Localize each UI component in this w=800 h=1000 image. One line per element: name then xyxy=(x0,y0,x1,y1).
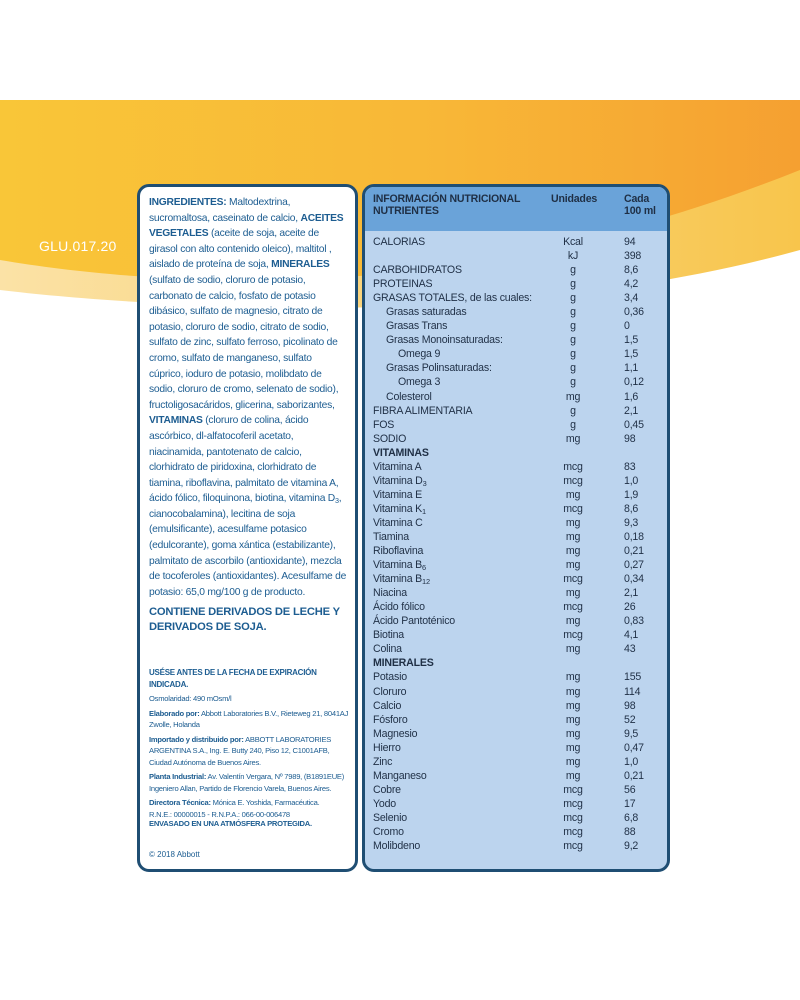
ingredients-segment: 3 xyxy=(334,496,339,506)
nutrient-name xyxy=(398,375,440,389)
nutrient-name xyxy=(373,558,426,572)
importer-text: ABBOTT LABORATORIES ARGENTINA S.A., Ing. E. Butty 240, Piso 12, C1001AFB, Ciudad Autónoma de Buenos Aires. xyxy=(149,734,332,767)
technical-director xyxy=(149,797,349,809)
nutrition-row xyxy=(365,769,667,783)
nutrient-name-text: FOS xyxy=(373,418,395,431)
nutrient-unit: mg xyxy=(565,685,581,698)
nutrient-name-text: Grasas Polinsaturadas: xyxy=(386,362,492,375)
nutrition-facts-panel xyxy=(362,184,670,872)
nutrient-unit: kJ xyxy=(567,250,579,263)
per-label: Cada xyxy=(624,193,650,205)
nutrient-unit: mg xyxy=(565,432,581,445)
nutrient-name xyxy=(386,319,447,333)
nutrient-name-text: Omega 9 xyxy=(398,348,441,361)
nutrient-name xyxy=(373,404,472,418)
nutrient-unit: mcg xyxy=(563,474,583,487)
nutrient-name-text: VITAMINAS xyxy=(373,446,429,459)
nutrient-value: 17 xyxy=(624,797,636,810)
expiry-notice: USÉSE ANTES DE LA FECHA DE EXPIRACIÓN INDICADA. xyxy=(149,668,317,689)
nutrient-value: 0,83 xyxy=(624,615,644,628)
nutrient-unit: mg xyxy=(565,615,581,628)
nutrient-value: 398 xyxy=(624,250,642,263)
nutrient-unit: mcg xyxy=(563,811,583,824)
director-text: Mónica E. Yoshida, Farmacéutica. xyxy=(210,798,320,807)
nutrient-name xyxy=(373,783,401,797)
nutrient-value: 0,47 xyxy=(624,741,644,754)
nutrient-value: 94 xyxy=(624,236,636,248)
ingredients-text xyxy=(149,195,347,600)
nutrient-value: 88 xyxy=(624,825,636,838)
nutrient-name-text: Grasas Monoinsaturadas: xyxy=(386,334,503,347)
nutrient-name-text: Vitamina D xyxy=(373,474,423,487)
nutrient-value: 6,8 xyxy=(624,811,639,824)
nutrition-row xyxy=(365,783,667,797)
nutrition-row xyxy=(365,530,667,544)
nutrient-unit: mcg xyxy=(563,797,583,810)
nutrition-row xyxy=(365,474,667,488)
nutrition-section-header xyxy=(365,656,667,670)
nutrient-value: 1,0 xyxy=(624,755,639,768)
nutrition-row xyxy=(365,277,667,291)
nutrient-name xyxy=(373,277,432,291)
nutrition-row xyxy=(365,333,667,347)
nutrition-row xyxy=(365,319,667,333)
ingredients-segment: ACEITES VEGETALES xyxy=(149,212,344,240)
nutrient-value: 1,1 xyxy=(624,362,639,375)
nutrition-row xyxy=(365,235,667,249)
nutrient-name xyxy=(398,347,440,361)
nutrition-row xyxy=(365,586,667,600)
nutrition-row xyxy=(365,727,667,741)
ingredients-list xyxy=(149,197,346,598)
nutrient-unit: mcg xyxy=(563,825,583,838)
nutrient-unit: g xyxy=(570,306,576,319)
nutrition-row xyxy=(365,685,667,699)
nutrient-unit: g xyxy=(570,320,576,333)
nutrient-name-text: Vitamina B xyxy=(373,573,423,586)
nutrition-row xyxy=(365,713,667,727)
nutrition-row xyxy=(365,432,667,446)
nutrient-subscript: 6 xyxy=(422,563,426,573)
nutrient-value: 9,2 xyxy=(624,840,639,853)
nutrient-value: 98 xyxy=(624,699,636,712)
nutrient-unit: mcg xyxy=(563,502,583,515)
nutrition-row xyxy=(365,670,667,684)
nutrition-row xyxy=(365,263,667,277)
nutrient-name-text: Selenio xyxy=(373,811,407,824)
nutrient-unit: mg xyxy=(565,390,581,403)
nutrient-name-text: Vitamina A xyxy=(373,460,422,473)
nutrient-name-text: Hierro xyxy=(373,741,401,754)
director-label: Directora Técnica: xyxy=(149,798,211,807)
nutrition-table-header xyxy=(365,187,667,231)
nutrition-row xyxy=(365,811,667,825)
nutrient-name-text: FIBRA ALIMENTARIA xyxy=(373,404,473,417)
nutrient-name xyxy=(373,600,425,614)
nutrition-row xyxy=(365,544,667,558)
nutrient-value: 8,6 xyxy=(624,264,639,277)
nutrient-value: 0,18 xyxy=(624,530,644,543)
nutrient-value: 9,5 xyxy=(624,727,639,740)
nutrient-value: 0,34 xyxy=(624,573,644,586)
nutrition-row xyxy=(365,460,667,474)
nutrient-unit: g xyxy=(570,348,576,361)
nutrient-name-text: Vitamina E xyxy=(373,488,423,501)
nutrient-name xyxy=(386,305,466,319)
nutrition-section-header xyxy=(365,446,667,460)
allergen-warning: CONTIENE DERIVADOS DE LECHE Y DERIVADOS DE SOJA. xyxy=(149,606,340,634)
nutrient-name xyxy=(373,769,427,783)
nutrient-value: 8,6 xyxy=(624,502,639,515)
nutrient-value: 1,5 xyxy=(624,334,639,347)
nutrient-name xyxy=(373,797,396,811)
nutrient-name-text: Vitamina B xyxy=(373,559,423,572)
nutrient-value: 0 xyxy=(624,320,630,333)
nutrition-row xyxy=(365,516,667,530)
nutrient-value: 1,0 xyxy=(624,474,639,487)
nutrient-name xyxy=(373,755,392,769)
nutrient-unit: mg xyxy=(565,545,581,558)
ingredients-segment: , cianocobalamina), lecitina de soja (emulsificante), acesulfame potasico (edulcorante), goma xántica (estabilizante), palmitato de ascorbilo (antioxidante), mezcla de tocoferoles (antioxidantes). Acesulfame de potasio: 65,0 mg/100 g de producto. xyxy=(149,493,347,598)
nutrient-unit: g xyxy=(570,376,576,389)
nutrient-name xyxy=(373,614,455,628)
nutrient-unit: mg xyxy=(565,755,581,768)
nutrient-name-text: Zinc xyxy=(373,755,393,768)
manufacturer xyxy=(149,708,349,731)
units-column-header: Unidades xyxy=(551,193,598,205)
nutrient-value: 0,21 xyxy=(624,545,644,558)
nutrient-value: 0,45 xyxy=(624,418,644,431)
nutrient-unit: mcg xyxy=(563,629,583,642)
ingredients-segment: VITAMINAS xyxy=(149,415,203,427)
nutrient-name xyxy=(373,839,420,853)
nutrition-title: INFORMACIÓN NUTRICIONAL xyxy=(373,193,521,205)
nutrient-name xyxy=(373,642,402,656)
product-code: GLU.017.20 xyxy=(39,238,117,254)
nutrient-value: 155 xyxy=(624,671,642,684)
nutrition-row xyxy=(365,558,667,572)
legal-info xyxy=(149,667,349,833)
plant xyxy=(149,771,349,794)
importer xyxy=(149,734,349,769)
plant-label: Planta Industrial: xyxy=(149,772,207,781)
nutrition-row xyxy=(365,390,667,404)
nutrient-value: 1,5 xyxy=(624,348,639,361)
nutrient-value: 98 xyxy=(624,432,636,445)
nutrient-name xyxy=(373,572,430,586)
nutrient-name xyxy=(373,670,407,684)
nutrient-unit: g xyxy=(570,418,576,431)
ingredients-segment: MINERALES xyxy=(271,259,330,271)
nutrient-name-text: Colesterol xyxy=(386,390,432,403)
nutrient-value: 1,6 xyxy=(624,390,639,403)
nutrient-unit: g xyxy=(570,362,576,375)
nutrient-unit: mg xyxy=(565,643,581,656)
nutrient-name xyxy=(386,361,492,375)
nutrient-unit: mg xyxy=(565,727,581,740)
nutrient-name-text: MINERALES xyxy=(373,657,434,670)
nutrient-name xyxy=(373,263,462,277)
nutrient-value: 26 xyxy=(624,601,636,614)
ingredients-segment: (aceite de soja, aceite de girasol con alto contenido oleico), maltitol , aislado de proteína de soja, xyxy=(149,228,332,271)
nutrient-name xyxy=(373,474,427,488)
nutrient-name-text: CARBOHIDRATOS xyxy=(373,264,462,277)
nutrient-name xyxy=(373,825,404,839)
nutrition-table-body xyxy=(365,231,667,853)
nutrient-name-text: Colina xyxy=(373,643,402,656)
copyright: © 2018 Abbott xyxy=(149,850,200,860)
nutrient-name xyxy=(373,741,401,755)
nutrient-name-text: Ácido Pantoténico xyxy=(373,615,455,628)
nutrient-unit: Kcal xyxy=(563,236,583,248)
nutrient-name xyxy=(373,713,408,727)
nutrient-value: 3,4 xyxy=(624,292,639,305)
nutrition-row xyxy=(365,755,667,769)
nutrient-unit: g xyxy=(570,404,576,417)
nutrient-unit: mcg xyxy=(563,601,583,614)
nutrient-unit: mg xyxy=(565,769,581,782)
nutrient-name-text: GRASAS TOTALES, de las cuales: xyxy=(373,292,532,305)
nutrition-row xyxy=(365,572,667,586)
nutrient-value: 83 xyxy=(624,460,636,473)
nutrition-row xyxy=(365,404,667,418)
nutrient-value: 4,1 xyxy=(624,629,639,642)
nutrient-name-text: Yodo xyxy=(373,797,396,810)
nutrient-name-text: Grasas Trans xyxy=(386,320,448,333)
nutrient-value: 2,1 xyxy=(624,587,639,600)
nutrient-name xyxy=(373,699,401,713)
nutrition-row xyxy=(365,418,667,432)
nutrient-value: 0,12 xyxy=(624,376,644,389)
nutrition-row xyxy=(365,825,667,839)
nutrient-name-text: Omega 3 xyxy=(398,376,441,389)
nutrient-unit: mg xyxy=(565,671,581,684)
nutrient-unit: g xyxy=(570,334,576,347)
nutrient-value: 2,1 xyxy=(624,404,639,417)
nutrients-label: NUTRIENTES xyxy=(373,204,439,217)
per-100ml-column-header xyxy=(624,194,656,217)
nutrient-unit: mg xyxy=(565,559,581,572)
nutrient-name-text: Fósforo xyxy=(373,713,408,726)
nutrient-value: 114 xyxy=(624,685,641,698)
nutrient-value: 9,3 xyxy=(624,516,639,529)
nutrition-row xyxy=(365,502,667,516)
nutrient-name xyxy=(373,586,407,600)
nutrition-row xyxy=(365,741,667,755)
nutrient-name-text: Riboflavina xyxy=(373,545,424,558)
nutrient-name-text: Magnesio xyxy=(373,727,418,740)
nutrient-name xyxy=(373,418,394,432)
ingredients-segment: (sulfato de sodio, cloruro de potasio, carbonato de calcio, fosfato de potasio dibásico, sulfato de magnesio, citrato de potasio, cloruro de sodio, citrato de sodio, sulfato de zinc, sulfato ferroso, picolinato de cromo, sulfato de manganeso, sulfato cúprico, ioduro de potasio, molibdato de sodio, cloruro de cromo, selenato de sodio), fructoligosacáridos, glicerina, saborizantes, xyxy=(149,274,339,411)
plant-text: Av. Valentín Vergara, Nº 7989, (B1891EUE) Ingeniero Allan, Partido de Florencio Varela, Buenos Aires. xyxy=(149,772,345,793)
nutrient-value: 0,36 xyxy=(624,306,644,319)
nutrient-name-text: SODIO xyxy=(373,432,407,445)
importer-label: Importado y distribuido por: xyxy=(149,734,244,744)
packaging-note: ENVASADO EN UNA ATMÓSFERA PROTEGIDA. xyxy=(149,819,312,828)
nutrient-name-text: Molibdeno xyxy=(373,840,421,853)
nutrient-name-text: Grasas saturadas xyxy=(386,306,467,319)
nutrient-name xyxy=(373,530,409,544)
nutrient-unit: mg xyxy=(565,488,581,501)
osmolarity: Osmolaridad: 490 mOsm/l xyxy=(149,694,232,703)
nutrition-row xyxy=(365,488,667,502)
nutrient-unit: mg xyxy=(565,699,581,712)
nutrition-row xyxy=(365,628,667,642)
nutrient-value: 1,9 xyxy=(624,488,639,501)
nutrient-unit: mcg xyxy=(563,460,583,473)
registry-numbers: R.N.E.: 00000015 - R.N.P.A.: 066-00-006478 xyxy=(149,809,290,819)
nutrient-name xyxy=(373,727,417,741)
nutrient-name-text: Vitamina K xyxy=(373,502,423,515)
nutrient-name-text: Ácido fólico xyxy=(373,601,425,614)
nutrient-name xyxy=(373,685,406,699)
ingredients-segment: Maltodextrina, sucromaltosa, caseinato de calcio, xyxy=(149,197,301,224)
nutrient-subscript: 1 xyxy=(422,506,426,516)
ingredients-segment: (cloruro de colina, ácido ascórbico, dl-alfatocoferil acetato, niacinamida, pantotenato de calcio, clorhidrato de piridoxina, clorhidrato de tiamina, riboflavina, palmitato de vitamina A, ácido fólico, filoquinona, biotina, vitamina D xyxy=(149,415,339,505)
nutrient-name xyxy=(373,291,532,305)
nutrient-name-text: Niacina xyxy=(373,587,407,600)
serving-label: 100 ml xyxy=(624,204,656,217)
nutrient-value: 56 xyxy=(624,783,636,796)
nutrient-subscript: 3 xyxy=(422,478,427,488)
nutrient-name-text: Potasio xyxy=(373,671,407,684)
nutrition-row xyxy=(365,249,667,263)
manufacturer-label: Elaborado por: xyxy=(149,708,200,718)
manufacturer-text: Abbott Laboratories B.V., Rieteweg 21, 8041AJ Zwolle, Holanda xyxy=(149,708,349,729)
nutrition-row xyxy=(365,642,667,656)
nutrient-name xyxy=(373,446,429,460)
nutrient-name xyxy=(373,502,426,516)
nutrition-row xyxy=(365,839,667,853)
nutrient-unit: g xyxy=(570,264,576,277)
nutrient-name xyxy=(373,656,434,670)
nutrient-value: 4,2 xyxy=(624,278,639,291)
nutrition-row xyxy=(365,305,667,319)
nutrition-row xyxy=(365,291,667,305)
nutrient-unit: mcg xyxy=(563,783,583,796)
nutrient-name-text: Cromo xyxy=(373,825,404,838)
nutrient-name-text: Cloruro xyxy=(373,685,407,698)
nutrition-row xyxy=(365,699,667,713)
nutrition-row xyxy=(365,797,667,811)
nutrient-value: 0,27 xyxy=(624,559,644,572)
nutrient-unit: mcg xyxy=(563,840,583,853)
nutrient-unit: mg xyxy=(565,587,581,600)
nutrient-name-text: Manganeso xyxy=(373,769,427,782)
nutrient-subscript: 12 xyxy=(422,577,430,587)
nutrient-name-text: Vitamina C xyxy=(373,516,423,529)
nutrient-value: 0,21 xyxy=(624,769,644,782)
nutrient-unit: mg xyxy=(565,713,581,726)
nutrient-name-text: Biotina xyxy=(373,629,404,642)
nutrient-unit: mcg xyxy=(563,573,583,586)
nutrition-row xyxy=(365,600,667,614)
nutrient-unit: mg xyxy=(565,741,581,754)
nutrient-name xyxy=(373,432,406,446)
nutrient-value: 52 xyxy=(624,713,636,726)
nutrition-row xyxy=(365,361,667,375)
nutrient-value: 43 xyxy=(624,643,636,656)
nutrient-name xyxy=(386,390,432,404)
nutrition-row xyxy=(365,375,667,389)
nutrients-column-header xyxy=(373,194,520,217)
nutrition-row xyxy=(365,614,667,628)
nutrient-unit: g xyxy=(570,278,576,291)
nutrient-name-text: Cobre xyxy=(373,783,401,796)
nutrient-name-text: CALORIAS xyxy=(373,236,425,248)
nutrient-name xyxy=(373,544,423,558)
nutrition-row xyxy=(365,347,667,361)
ingredients-label: INGREDIENTES: xyxy=(149,197,227,208)
nutrient-name xyxy=(373,460,421,474)
nutrient-name-text: Calcio xyxy=(373,699,402,712)
nutrient-unit: g xyxy=(570,292,576,305)
nutrient-unit: mg xyxy=(565,530,581,543)
nutrient-unit: mg xyxy=(565,516,581,529)
nutrient-name xyxy=(373,516,423,530)
nutrient-name xyxy=(373,235,425,249)
ingredients-panel xyxy=(137,184,358,872)
nutrient-name xyxy=(386,333,503,347)
nutrient-name-text: Tiamina xyxy=(373,530,409,543)
nutrient-name xyxy=(373,628,404,642)
nutrient-name xyxy=(373,811,407,825)
nutrient-name-text: PROTEINAS xyxy=(373,278,433,291)
nutrient-name xyxy=(373,488,422,502)
